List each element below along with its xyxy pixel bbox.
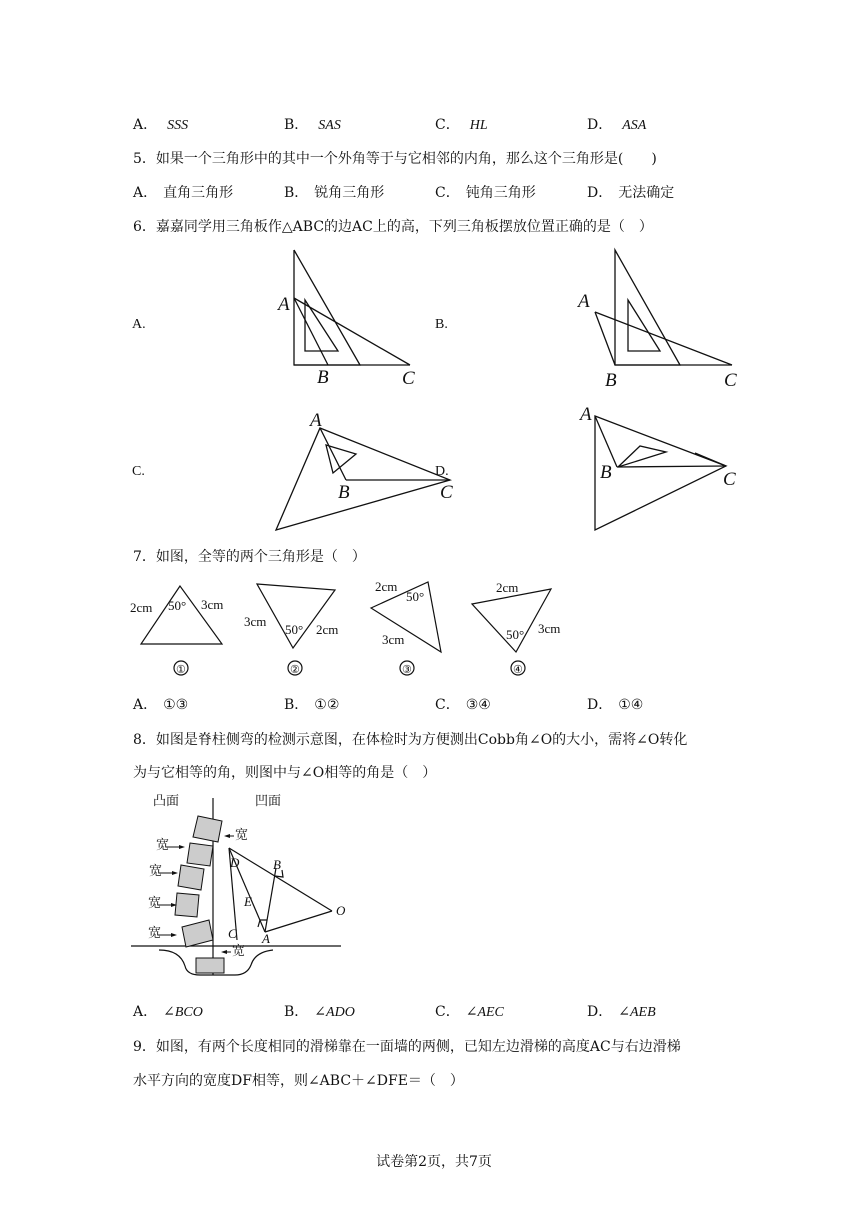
svg-text:3cm: 3cm	[244, 614, 267, 629]
q6-figures	[120, 240, 740, 540]
svg-text:3cm: 3cm	[201, 597, 224, 612]
svg-text:2cm: 2cm	[496, 580, 519, 595]
q4-option-a: A． SSS	[133, 117, 189, 133]
q4-option-b: B． SAS	[284, 117, 341, 133]
q7-stem: 7．如图，全等的两个三角形是（ ）	[133, 549, 366, 565]
page-footer: 试卷第2页，共7页	[376, 1154, 492, 1170]
svg-text:宽: 宽	[148, 895, 162, 910]
q6-stem: 6．嘉嘉同学用三角板作△ABC的边AC上的高，下列三角板摆放位置正确的是（ ）	[133, 219, 653, 235]
label-c: C	[724, 370, 737, 391]
svg-text:宽: 宽	[232, 943, 246, 958]
q6-figure-a	[294, 250, 410, 365]
label-a: A	[580, 404, 592, 425]
q8-figure	[125, 790, 385, 990]
svg-text:宽: 宽	[235, 827, 249, 842]
point-o: O	[336, 903, 346, 918]
q8-stem-line1: 8．如图是脊柱侧弯的检测示意图，在体检时为方便测出Cobb角∠O的大小，需将∠O转化	[133, 732, 688, 748]
svg-text:2cm: 2cm	[316, 622, 339, 637]
q5-option-d: D． 无法确定	[587, 185, 675, 201]
q6-key-b: B.	[435, 317, 448, 332]
triangle-2	[257, 584, 335, 648]
q8-stem-line2: 为与它相等的角，则图中与∠O相等的角是（ ）	[133, 765, 437, 781]
svg-text:50°: 50°	[168, 598, 187, 613]
label-b: B	[317, 367, 329, 388]
label-c: C	[440, 482, 453, 503]
svg-text:2cm: 2cm	[130, 600, 153, 615]
svg-text:2cm: 2cm	[375, 579, 398, 594]
label-a: A	[578, 291, 590, 312]
convex-label: 凸面	[153, 793, 180, 808]
q8-option-b: B． ∠ADO	[284, 1004, 355, 1020]
q7-figure	[125, 572, 585, 682]
concave-label: 凹面	[255, 793, 282, 808]
svg-text:宽: 宽	[149, 863, 163, 878]
q7-option-a: A． ①③	[133, 697, 189, 713]
svg-text:50°: 50°	[285, 622, 304, 637]
q7-option-d: D． ①④	[587, 697, 644, 713]
label-b: B	[600, 462, 612, 483]
q7-option-b: B． ①②	[284, 697, 340, 713]
svg-text:宽: 宽	[156, 837, 170, 852]
q9-stem-line1: 9．如图，有两个长度相同的滑梯靠在一面墙的两侧，已知左边滑梯的高度AC与右边滑梯	[133, 1039, 681, 1055]
q6-key-d: D.	[435, 464, 449, 479]
triangle-1	[141, 586, 222, 644]
point-e: E	[244, 894, 252, 909]
label-c: C	[723, 469, 736, 490]
label-b: B	[605, 370, 617, 391]
q6-figure-c	[276, 428, 450, 530]
q6-key-a: A.	[132, 317, 146, 332]
q7-option-c: C． ③④	[435, 697, 491, 713]
label-c: C	[402, 368, 415, 389]
point-a: A	[262, 931, 270, 946]
point-d: D	[230, 855, 240, 870]
q4-option-d: D． ASA	[587, 117, 647, 133]
point-b: B	[273, 857, 281, 872]
svg-text:50°: 50°	[506, 627, 525, 642]
q8-option-a: A． ∠BCO	[133, 1004, 203, 1020]
q6-figure-d	[595, 416, 726, 530]
svg-text:3cm: 3cm	[538, 621, 561, 636]
svg-text:①: ①	[176, 664, 186, 676]
label-b: B	[338, 482, 350, 503]
svg-text:宽: 宽	[148, 925, 162, 940]
svg-text:50°: 50°	[406, 589, 425, 604]
svg-text:②: ②	[290, 664, 300, 676]
label-a: A	[310, 410, 322, 431]
q8-option-c: C． ∠AEC	[435, 1004, 504, 1020]
label-a: A	[278, 294, 290, 315]
svg-text:3cm: 3cm	[382, 632, 405, 647]
q5-stem: 5．如果一个三角形中的其中一个外角等于与它相邻的内角，那么这个三角形是( )	[133, 151, 657, 167]
q5-option-a: A． 直角三角形	[133, 185, 234, 201]
svg-text:③: ③	[402, 664, 412, 676]
q6-key-c: C.	[132, 464, 145, 479]
q9-stem-line2: 水平方向的宽度DF相等，则∠ABC＋∠DFE＝（ ）	[133, 1073, 464, 1089]
svg-text:④: ④	[513, 664, 523, 676]
q6-figure-b	[595, 250, 732, 365]
q4-option-c: C． HL	[435, 117, 488, 133]
q8-option-d: D． ∠AEB	[587, 1004, 656, 1020]
point-c: C	[228, 926, 237, 941]
q5-option-b: B． 锐角三角形	[284, 185, 385, 201]
q5-option-c: C． 钝角三角形	[435, 185, 536, 201]
